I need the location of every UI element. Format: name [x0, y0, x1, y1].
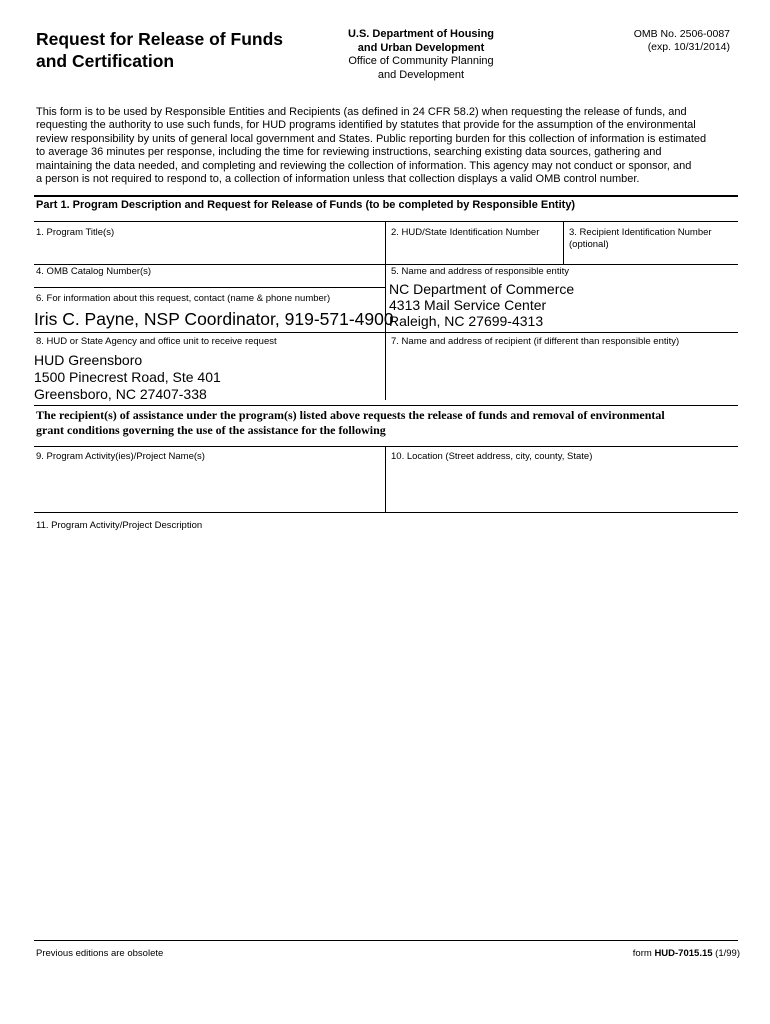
release-statement-line2: grant conditions governing the use of the assistance for the following: [36, 423, 386, 437]
agency-line3: Office of Community Planning: [348, 55, 494, 67]
field8-input[interactable]: [34, 333, 384, 405]
intro-line: review responsibility by units of general local government and States. Public reporting burden for this collection of information is estimated: [36, 132, 707, 145]
field9-input[interactable]: [34, 447, 384, 512]
intro-line: to average 36 minutes per response, including the time for reviewing instructions, searching existing data sources, gathering and: [36, 146, 662, 159]
agency-line2: and Urban Development: [357, 41, 485, 54]
field5-label: 5. Name and address of responsible entity: [391, 266, 569, 277]
field4-label: 4. OMB Catalog Number(s): [36, 266, 152, 277]
omb-expiration: (exp. 10/31/2014): [647, 41, 730, 53]
field6-value: Iris C. Payne, NSP Coordinator, 919-571-4900: [34, 309, 394, 329]
form-title-line1: Request for Release of Funds: [36, 29, 283, 49]
field6-input[interactable]: [34, 288, 394, 331]
agency-line1: U.S. Department of Housing: [347, 28, 495, 40]
intro-paragraph: [36, 106, 736, 186]
footer-obsolete-note: Previous editions are obsolete: [36, 948, 164, 959]
field4-input[interactable]: [34, 265, 384, 287]
agency-block: [316, 28, 526, 82]
field8-value-line3: Greensboro, NC 27407-338: [34, 386, 207, 402]
omb-number: OMB No. 2506-0087: [633, 28, 730, 40]
footer-rule: [34, 940, 738, 941]
release-statement: [36, 408, 736, 438]
omb-block: [600, 28, 730, 54]
field10-input[interactable]: [386, 447, 738, 512]
field5-input[interactable]: [386, 265, 738, 331]
intro-line: This form is to be used by Responsible Entities and Recipients (as defined in 24 CFR 58.2) when requesting the release of funds, and: [36, 106, 687, 118]
field5-value-line2: 4313 Mail Service Center: [389, 297, 547, 313]
field3-label-line1: 3. Recipient Identification Number: [569, 227, 712, 238]
field7-input[interactable]: [386, 333, 738, 405]
field7-label: 7. Name and address of recipient (if different than responsible entity): [391, 336, 680, 347]
field8-value-line1: HUD Greensboro: [34, 352, 143, 368]
field11-input[interactable]: [34, 513, 738, 937]
field10-label: 10. Location (Street address, city, county, State): [391, 451, 593, 462]
footer-form-prefix: form: [632, 948, 652, 959]
intro-line: a person is not required to respond to, a collection of information unless that collection displays a valid OMB control number.: [36, 173, 640, 186]
field2-label: 2. HUD/State Identification Number: [391, 227, 540, 238]
release-statement-line1: The recipient(s) of assistance under the program(s) listed above requests the release of funds and removal of environmental: [36, 408, 665, 422]
field11-label: 11. Program Activity/Project Description: [36, 520, 203, 531]
footer-form-number: [633, 948, 740, 959]
field1-input[interactable]: [34, 222, 384, 264]
field2-input[interactable]: [386, 222, 562, 264]
field3-label-line2: (optional): [569, 239, 609, 250]
field9-label: 9. Program Activity(ies)/Project Name(s): [36, 451, 205, 462]
footer-form-date: (1/99): [715, 948, 740, 959]
footer-form-id: HUD-7015.15: [654, 948, 713, 959]
intro-line: requesting the authority to use such funds, for HUD programs identified by statutes that provide for the assumption of the environmental: [36, 119, 696, 132]
field8-label: 8. HUD or State Agency and office unit to receive request: [36, 336, 277, 347]
form-title-line2: and Certification: [36, 51, 175, 71]
part1-heading: Part 1. Program Description and Request for Release of Funds (to be completed by Responsible Entity): [36, 199, 576, 211]
field8-value-line2: 1500 Pinecrest Road, Ste 401: [34, 369, 221, 385]
row-rule: [34, 405, 738, 406]
field1-label: 1. Program Title(s): [36, 227, 115, 238]
part1-top-rule: [34, 195, 738, 197]
field5-value-line3: Raleigh, NC 27699-4313: [389, 313, 544, 329]
field5-value-line1: NC Department of Commerce: [389, 281, 575, 297]
form-title: [36, 28, 316, 72]
intro-line: maintaining the data needed, and completing and reviewing the collection of information. This agency may not conduct or sponsor, and: [36, 159, 692, 172]
field3-input[interactable]: [564, 222, 738, 264]
field6-label: 6. For information about this request, contact (name & phone number): [36, 293, 331, 304]
agency-line4: and Development: [377, 68, 465, 81]
